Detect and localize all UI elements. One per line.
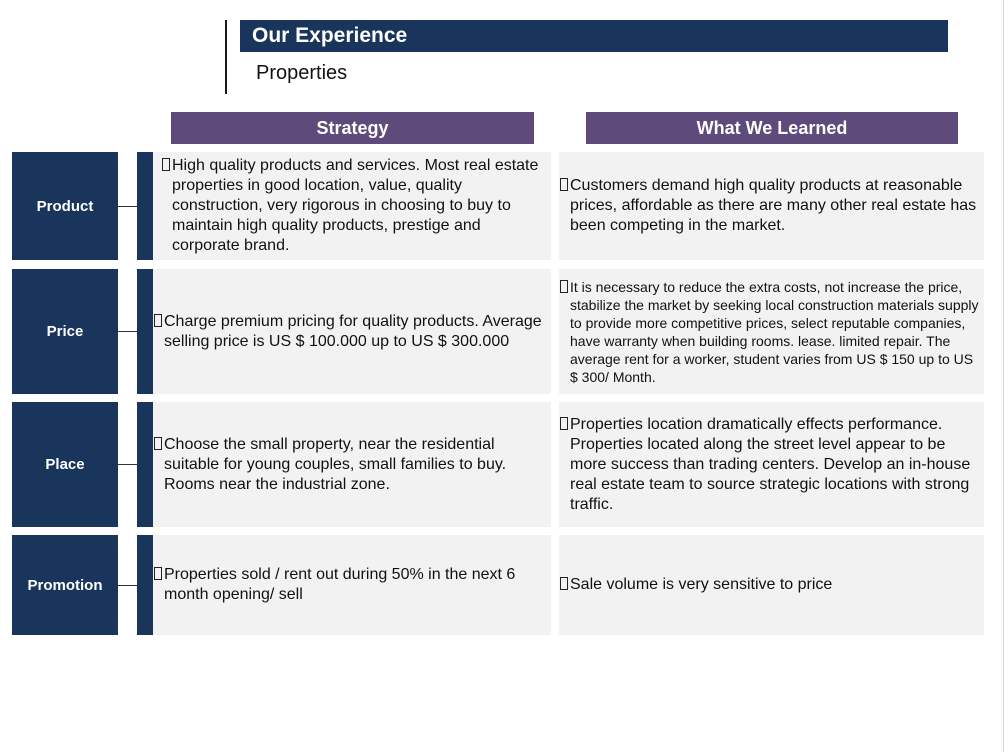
column-header-learned: What We Learned bbox=[586, 112, 958, 144]
strategy-text bbox=[161, 156, 551, 256]
strategy-text-promotion: Properties sold / rent out during 50% in the next 6 month opening/ sell bbox=[164, 566, 516, 603]
row-accent-bar bbox=[137, 152, 153, 260]
row-label-product: Product bbox=[12, 152, 118, 260]
row-connector bbox=[118, 206, 137, 207]
learned-text bbox=[559, 176, 984, 236]
bullet-icon bbox=[154, 567, 162, 580]
row-label-promotion: Promotion bbox=[12, 535, 118, 635]
learned-cell-product bbox=[559, 152, 984, 260]
bullet-icon bbox=[154, 314, 162, 327]
strategy-text bbox=[153, 435, 551, 495]
learned-text bbox=[559, 278, 984, 386]
row-connector bbox=[118, 585, 137, 586]
learned-cell-promotion bbox=[559, 535, 984, 635]
row-connector bbox=[118, 331, 137, 332]
row-accent-bar bbox=[137, 269, 153, 394]
bullet-icon bbox=[560, 178, 568, 191]
strategy-cell-price bbox=[153, 269, 551, 394]
learned-text-price: It is necessary to reduce the extra costs, not increase the price, stabilize the market by seeking local construction materials supply to provide more competitive prices, select reputable companies, have warranty when building rooms. lease. limited repair. The average rent for a worker, student varies from US $ 150 up to US $ 300/ Month. bbox=[570, 278, 979, 385]
page-subtitle: Properties bbox=[256, 62, 348, 84]
strategy-cell-promotion bbox=[153, 535, 551, 635]
learned-text-product: Customers demand high quality products at reasonable prices, affordable as there are many other real estate has been competing in the market. bbox=[570, 177, 977, 234]
strategy-text-price: Charge premium pricing for quality products. Average selling price is US $ 100.000 up to US $ 300.000 bbox=[164, 312, 542, 350]
learned-text-place: Properties location dramatically effects performance. Properties located along the street level appear to be more success than trading centers. Develop an in-house real estate team to source strategic locations with strong traffic. bbox=[570, 415, 971, 513]
learned-text bbox=[559, 415, 984, 515]
row-accent-bar bbox=[137, 535, 153, 635]
strategy-cell-product bbox=[153, 152, 551, 260]
row-label-place: Place bbox=[12, 402, 118, 527]
row-accent-bar bbox=[137, 402, 153, 527]
bullet-icon bbox=[162, 158, 170, 171]
learned-text bbox=[559, 575, 832, 595]
learned-cell-price bbox=[559, 269, 984, 394]
bullet-icon bbox=[560, 417, 568, 430]
strategy-text-product: High quality products and services. Most real estate properties in good location, value, quality construction, very rigorous in choosing to buy to maintain high quality products, prestige and corporate brand. bbox=[172, 157, 539, 254]
strategy-text bbox=[153, 565, 551, 605]
strategy-text bbox=[153, 312, 551, 352]
column-header-strategy: Strategy bbox=[171, 112, 534, 144]
row-connector bbox=[118, 464, 137, 465]
bullet-icon bbox=[560, 280, 568, 293]
strategy-cell-place bbox=[153, 402, 551, 527]
learned-cell-place bbox=[559, 402, 984, 527]
bullet-icon bbox=[560, 577, 568, 590]
row-label-price: Price bbox=[12, 269, 118, 394]
learned-text-promotion: Sale volume is very sensitive to price bbox=[570, 576, 833, 593]
strategy-text-place: Choose the small property, near the residential suitable for young couples, small families to buy. Rooms near the industrial zone. bbox=[164, 435, 507, 493]
title-divider bbox=[225, 20, 227, 94]
bullet-icon bbox=[154, 437, 162, 450]
page-title: Our Experience bbox=[240, 20, 948, 52]
